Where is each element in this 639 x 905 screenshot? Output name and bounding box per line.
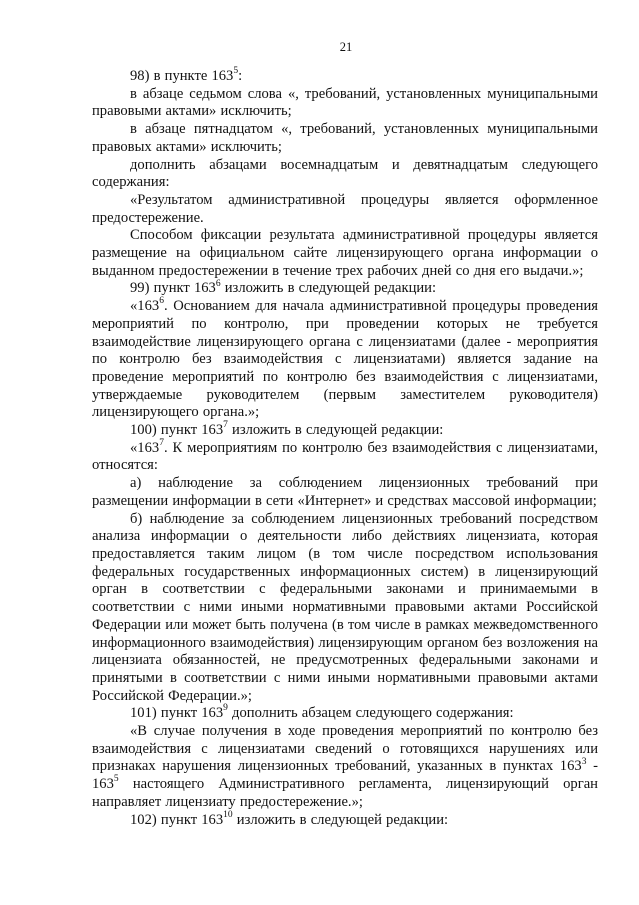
text-run: изложить в следующей редакции: — [232, 811, 449, 828]
superscript: 10 — [223, 809, 233, 820]
text-run: «Результатом административной процедуры является оформленное предостережение. — [92, 191, 598, 226]
text-run: «В случае получения в ходе проведения мероприятий по контролю без взаимодействия с лицензиатами сведений о готовящихся нарушениях или признаках нарушения лицензионных требований, указанных в пунктах 163 — [92, 723, 598, 775]
superscript: 6 — [159, 296, 164, 307]
superscript: 5 — [113, 774, 119, 785]
paragraph-100-item-a — [92, 475, 598, 510]
superscript: 5 — [233, 66, 239, 77]
superscript: 7 — [159, 437, 164, 448]
text-run: настоящего Административного регламента, лицензирующий орган направляет лицензиату предостережение.»; — [92, 776, 598, 810]
paragraph-100-item-b — [92, 511, 598, 706]
text-run: 99) пункт 163 — [130, 280, 216, 297]
text-run: в абзаце пятнадцатом «, требований, установленных муниципальными правовых актами» исключить; — [92, 121, 598, 155]
paragraph-101-body — [92, 723, 598, 812]
superscript: 3 — [581, 756, 587, 767]
paragraph-98-quote-1 — [92, 192, 598, 227]
text-run: «163 — [130, 439, 160, 456]
text-run: дополнить абзацем следующего содержания: — [227, 705, 514, 722]
text-run: - 163 — [92, 758, 598, 793]
text-run: 100) пункт 163 — [130, 422, 224, 439]
page-number: 21 — [339, 40, 353, 54]
text-run: 98) в пункте 163 — [130, 68, 234, 84]
text-run: а) наблюдение за соблюдением лицензионных требований при размещении информации в сети «Интернет» и средствах массовой информации; — [92, 475, 598, 509]
text-run: изложить в следующей редакции: — [220, 280, 437, 297]
text-run: 102) пункт 163 — [130, 811, 224, 828]
text-run: : — [238, 68, 243, 84]
text-run: . К мероприятиям по контролю без взаимодействия с лицензиатами, относятся: — [92, 439, 598, 474]
paragraph-99-heading — [92, 280, 598, 298]
text-run: Способом фиксации результата административной процедуры является размещение на официальном сайте лицензирующего органа информации о выданном предостережении в течение трех рабочих дней со дня его выдачи.»; — [92, 227, 598, 279]
paragraph-98-quote-2 — [92, 227, 598, 280]
text-run: в абзаце седьмом слова «, требований, установленных муниципальными правовыми актами» исключить; — [92, 85, 598, 120]
text-run: . Основанием для начала административной процедуры проведения мероприятий по контролю, при проведении которых не требуется взаимодействие лицензирующего органа с лицензиатами (далее - мероприятия по контролю без взаимодействия с лицензиатами) является задание на проведение мероприятий по контролю без взаимодействия с лицензиатами, утверждаемые руководителем (первым заместителем руководителя) лицензирующего органа.»; — [92, 298, 598, 421]
paragraph-98-item-3 — [92, 157, 598, 192]
document-page — [92, 40, 598, 829]
paragraph-99-body — [92, 298, 598, 422]
paragraph-98-heading — [92, 68, 598, 86]
text-run: изложить в следующей редакции: — [227, 422, 444, 439]
paragraph-100-heading — [92, 422, 598, 440]
paragraph-100-body — [92, 437, 598, 475]
paragraph-101-heading — [92, 705, 598, 723]
text-run: «163 — [130, 298, 160, 315]
text-run: дополнить абзацами восемнадцатым и девятнадцатым следующего содержания: — [92, 156, 598, 191]
superscript: 7 — [223, 420, 228, 431]
superscript: 6 — [215, 278, 221, 289]
paragraph-98-item-1 — [92, 86, 598, 121]
paragraph-102-heading — [92, 809, 598, 830]
superscript: 9 — [223, 703, 228, 714]
text-run: 101) пункт 163 — [130, 705, 224, 722]
paragraph-98-item-2 — [92, 121, 598, 156]
text-run: б) наблюдение за соблюдением лицензионных требований посредством анализа информации о деятельности либо действиях лицензиата, которая предоставляется таким лицом (в том числе посредством использования федеральных государственных информационных систем) в лицензирующий орган в соответствии с федеральными законами и принимаемыми в соответствии с ними иными нормативными правовыми актами Российской Федерации или может быть получена (в том числе в рамках межведомственного информационного взаимодействия) лицензирующим органом без возложения на лицензиата обязанностей, не предусмотренных федеральными законами и принятыми в соответствии с ними иными нормативными правовыми актами Российской Федерации.»; — [92, 510, 598, 704]
